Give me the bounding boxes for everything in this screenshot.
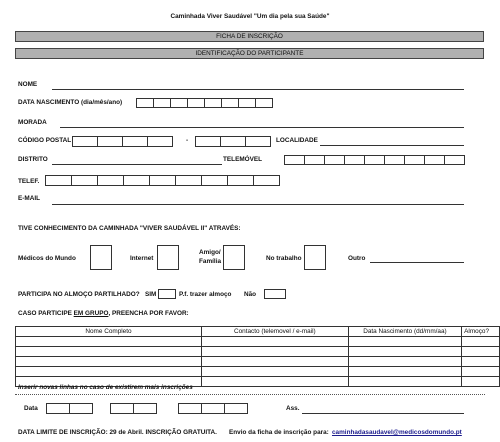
option-medicos-label: Médicos do Mundo: [18, 255, 76, 262]
postal-code-boxes-1[interactable]: [72, 136, 173, 147]
knowledge-question: TIVE CONHECIMENTO DA CAMINHADA "VIVER SAUDÁVEL II" ATRAVÉS:: [18, 225, 241, 232]
distrito-label: DISTRITO: [18, 156, 48, 163]
deadline-text: DATA LIMITE DE INSCRIÇÃO: 29 de Abril. INSCRIÇÃO GRATUITA.: [18, 429, 217, 436]
date-day-boxes[interactable]: [46, 403, 93, 414]
date-year-boxes[interactable]: [178, 403, 248, 414]
nome-label: NOME: [18, 81, 38, 88]
send-to-text: Envio da ficha de inscrição para:: [229, 429, 329, 436]
lunch-yes-checkbox[interactable]: [158, 289, 176, 299]
option-internet-label: Internet: [130, 255, 154, 262]
participant-section-bar: IDENTIFICAÇÃO DO PARTICIPANTE: [15, 48, 484, 59]
lunch-no-label: Não: [244, 291, 257, 298]
localidade-field[interactable]: [320, 145, 464, 146]
signature-label: Ass.: [286, 405, 300, 412]
birth-date-label: DATA NASCIMENTO (dia/mês/ano): [18, 99, 123, 106]
telef-boxes[interactable]: [45, 175, 280, 186]
option-amigo-label: Amigo/: [199, 249, 221, 256]
birth-date-boxes[interactable]: [136, 98, 273, 108]
date-label: Data: [24, 405, 38, 412]
option-familia-label: Família: [199, 258, 222, 265]
lunch-question: PARTICIPA NO ALMOÇO PARTILHADO?: [18, 291, 140, 298]
nome-field[interactable]: [52, 89, 464, 90]
telemovel-boxes[interactable]: [284, 155, 465, 165]
email-field[interactable]: [52, 204, 464, 205]
morada-field[interactable]: [60, 127, 464, 128]
group-table: [15, 326, 500, 387]
lunch-yes-label: SIM: [145, 291, 157, 298]
contact-email-link[interactable]: caminhadasaudavel@medicosdomundo.pt: [332, 429, 462, 436]
lunch-bring-note: P.f. trazer almoço: [179, 291, 232, 298]
group-instruction: CASO PARTICIPE EM GRUPO, PREENCHA POR FAVOR:: [18, 310, 189, 317]
telemovel-label: TELEMÓVEL: [223, 156, 263, 163]
note-separator: [15, 394, 485, 395]
signature-field[interactable]: [302, 413, 464, 414]
table-row[interactable]: [16, 367, 500, 377]
option-amigo-familia-checkbox[interactable]: [223, 245, 245, 270]
lunch-no-checkbox[interactable]: [264, 289, 286, 299]
table-row[interactable]: [16, 337, 500, 347]
distrito-field[interactable]: [52, 164, 222, 165]
option-trabalho-label: No trabalho: [266, 255, 302, 262]
col-data-nascimento: Data Nascimento (dd/mm/aa): [348, 327, 461, 337]
option-medicos-checkbox[interactable]: [90, 245, 112, 270]
col-contacto: Contacto (telemovel / e-mail): [201, 327, 348, 337]
postal-code-label: CÓDIGO POSTAL: [18, 137, 72, 144]
group-emphasis: EM GRUPO: [73, 310, 109, 317]
table-header-row: [16, 327, 500, 337]
table-row[interactable]: [16, 347, 500, 357]
postal-code-dash: -: [186, 137, 189, 144]
table-row[interactable]: [16, 357, 500, 367]
option-internet-checkbox[interactable]: [157, 245, 179, 270]
page-title: Caminhada Viver Saudável "Um dia pela sua Saúde": [170, 13, 330, 20]
option-outro-field[interactable]: [370, 262, 464, 263]
option-trabalho-checkbox[interactable]: [304, 245, 326, 270]
telef-label: TELEF.: [18, 178, 40, 185]
col-almoco: Almoço?: [462, 327, 500, 337]
localidade-label: LOCALIDADE: [276, 137, 318, 144]
date-month-boxes[interactable]: [110, 403, 157, 414]
col-nome: Nome Completo: [16, 327, 202, 337]
form-title-bar: FICHA DE INSCRIÇÃO: [15, 31, 484, 42]
morada-label: MORADA: [18, 119, 47, 126]
option-outro-label: Outro: [348, 255, 366, 262]
postal-code-boxes-2[interactable]: [195, 136, 271, 147]
email-label: E-MAIL: [18, 195, 41, 202]
group-note: Inserir novas linhas no caso de existirem mais inscrições: [18, 384, 193, 391]
